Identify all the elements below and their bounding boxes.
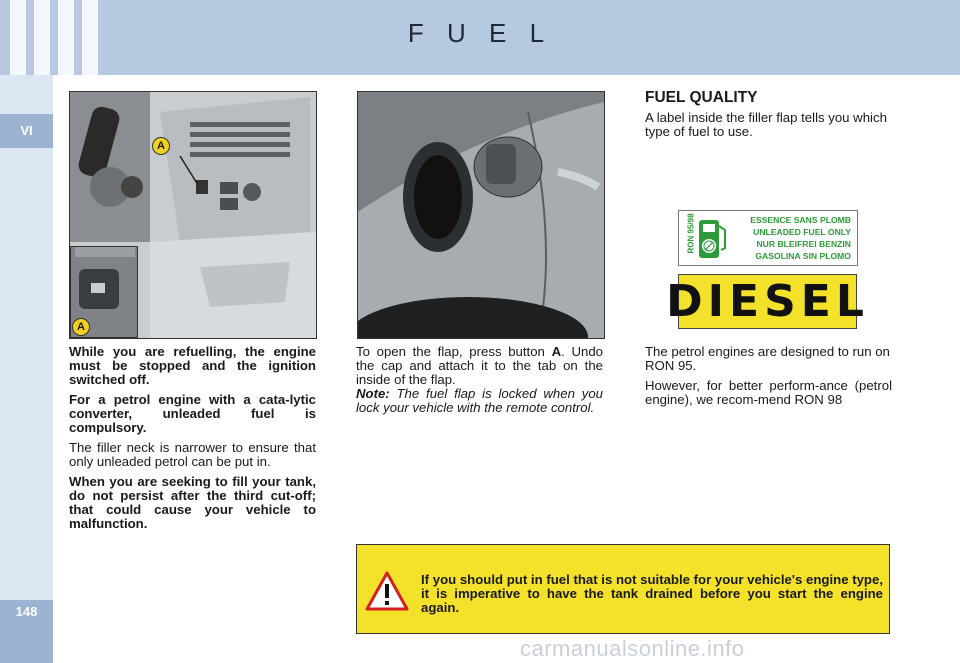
right-column [645, 89, 892, 145]
filler-neck-text: The filler neck is narrower to ensure that only unleaded petrol can be put in. [69, 440, 316, 469]
warning-triangle-icon [365, 571, 409, 611]
chapter-tab[interactable]: VI [0, 114, 53, 148]
diesel-sign [666, 274, 869, 329]
warning-box [356, 544, 890, 634]
open-flap-instructions [356, 345, 603, 387]
page-title: F U E L [407, 18, 553, 48]
label-line: ESSENCE SANS PLOMB [750, 215, 851, 225]
warning-text: If you should put in fuel that is not suitable for your vehicle's engine type, it is imperative to have the tank drained before you start the engine again. [421, 572, 883, 615]
note-text: The fuel flap is locked when you lock your vehicle with the remote control. [356, 386, 603, 415]
label-line: GASOLINA SIN PLOMO [755, 251, 851, 261]
ron-95-text: The petrol engines are designed to run on RON 95. [645, 344, 890, 373]
ron-text: RON 95/98 [686, 213, 696, 254]
middle-column [356, 345, 603, 421]
sidebar [0, 75, 53, 663]
refuel-warning-text: While you are refuelling, the engine must be stopped and the ignition switched off. [69, 344, 316, 387]
fuel-quality-intro: A label inside the filler flap tells you which type of fuel to use. [645, 110, 887, 139]
ron-98-text: However, for better perform-ance (petrol engine), we recom-mend RON 98 [645, 378, 892, 407]
fuel-pump-icon [697, 216, 729, 262]
diesel-text: DIESEL [666, 276, 869, 327]
unleaded-fuel-label [678, 210, 858, 266]
open-flap-text-end: . Undo the cap and attach it to the tab on the inside of the flap. [356, 344, 604, 387]
button-a-reference: A [551, 344, 562, 359]
callout-a-bottom: A [72, 318, 90, 336]
cutoff-warning-text: When you are seeking to fill your tank, do not persist after the third cut-off; that could cause your vehicle to malfunction. [69, 474, 316, 531]
dashboard-photo [69, 91, 317, 339]
fuel-label-lines [750, 214, 851, 262]
open-flap-text-start: To open the flap, press button [356, 344, 552, 359]
unleaded-compulsory-text: For a petrol engine with a cata-lytic converter, unleaded fuel is compulsory. [69, 392, 316, 435]
fuel-quality-heading: FUEL QUALITY [645, 89, 758, 106]
fuel-flap-photo [357, 91, 605, 339]
fuel-flap-illustration [358, 92, 604, 338]
left-column [69, 345, 316, 537]
label-line: UNLEADED FUEL ONLY [753, 227, 851, 237]
ron-recommendation [645, 345, 892, 413]
label-line: NUR BLEIFREI BENZIN [756, 239, 851, 249]
note-label: Note: [356, 386, 390, 401]
callout-a-top: A [152, 137, 170, 155]
note-paragraph [356, 387, 603, 415]
page-number: 148 [0, 600, 53, 663]
watermark: carmanualsonline.info [520, 636, 745, 661]
